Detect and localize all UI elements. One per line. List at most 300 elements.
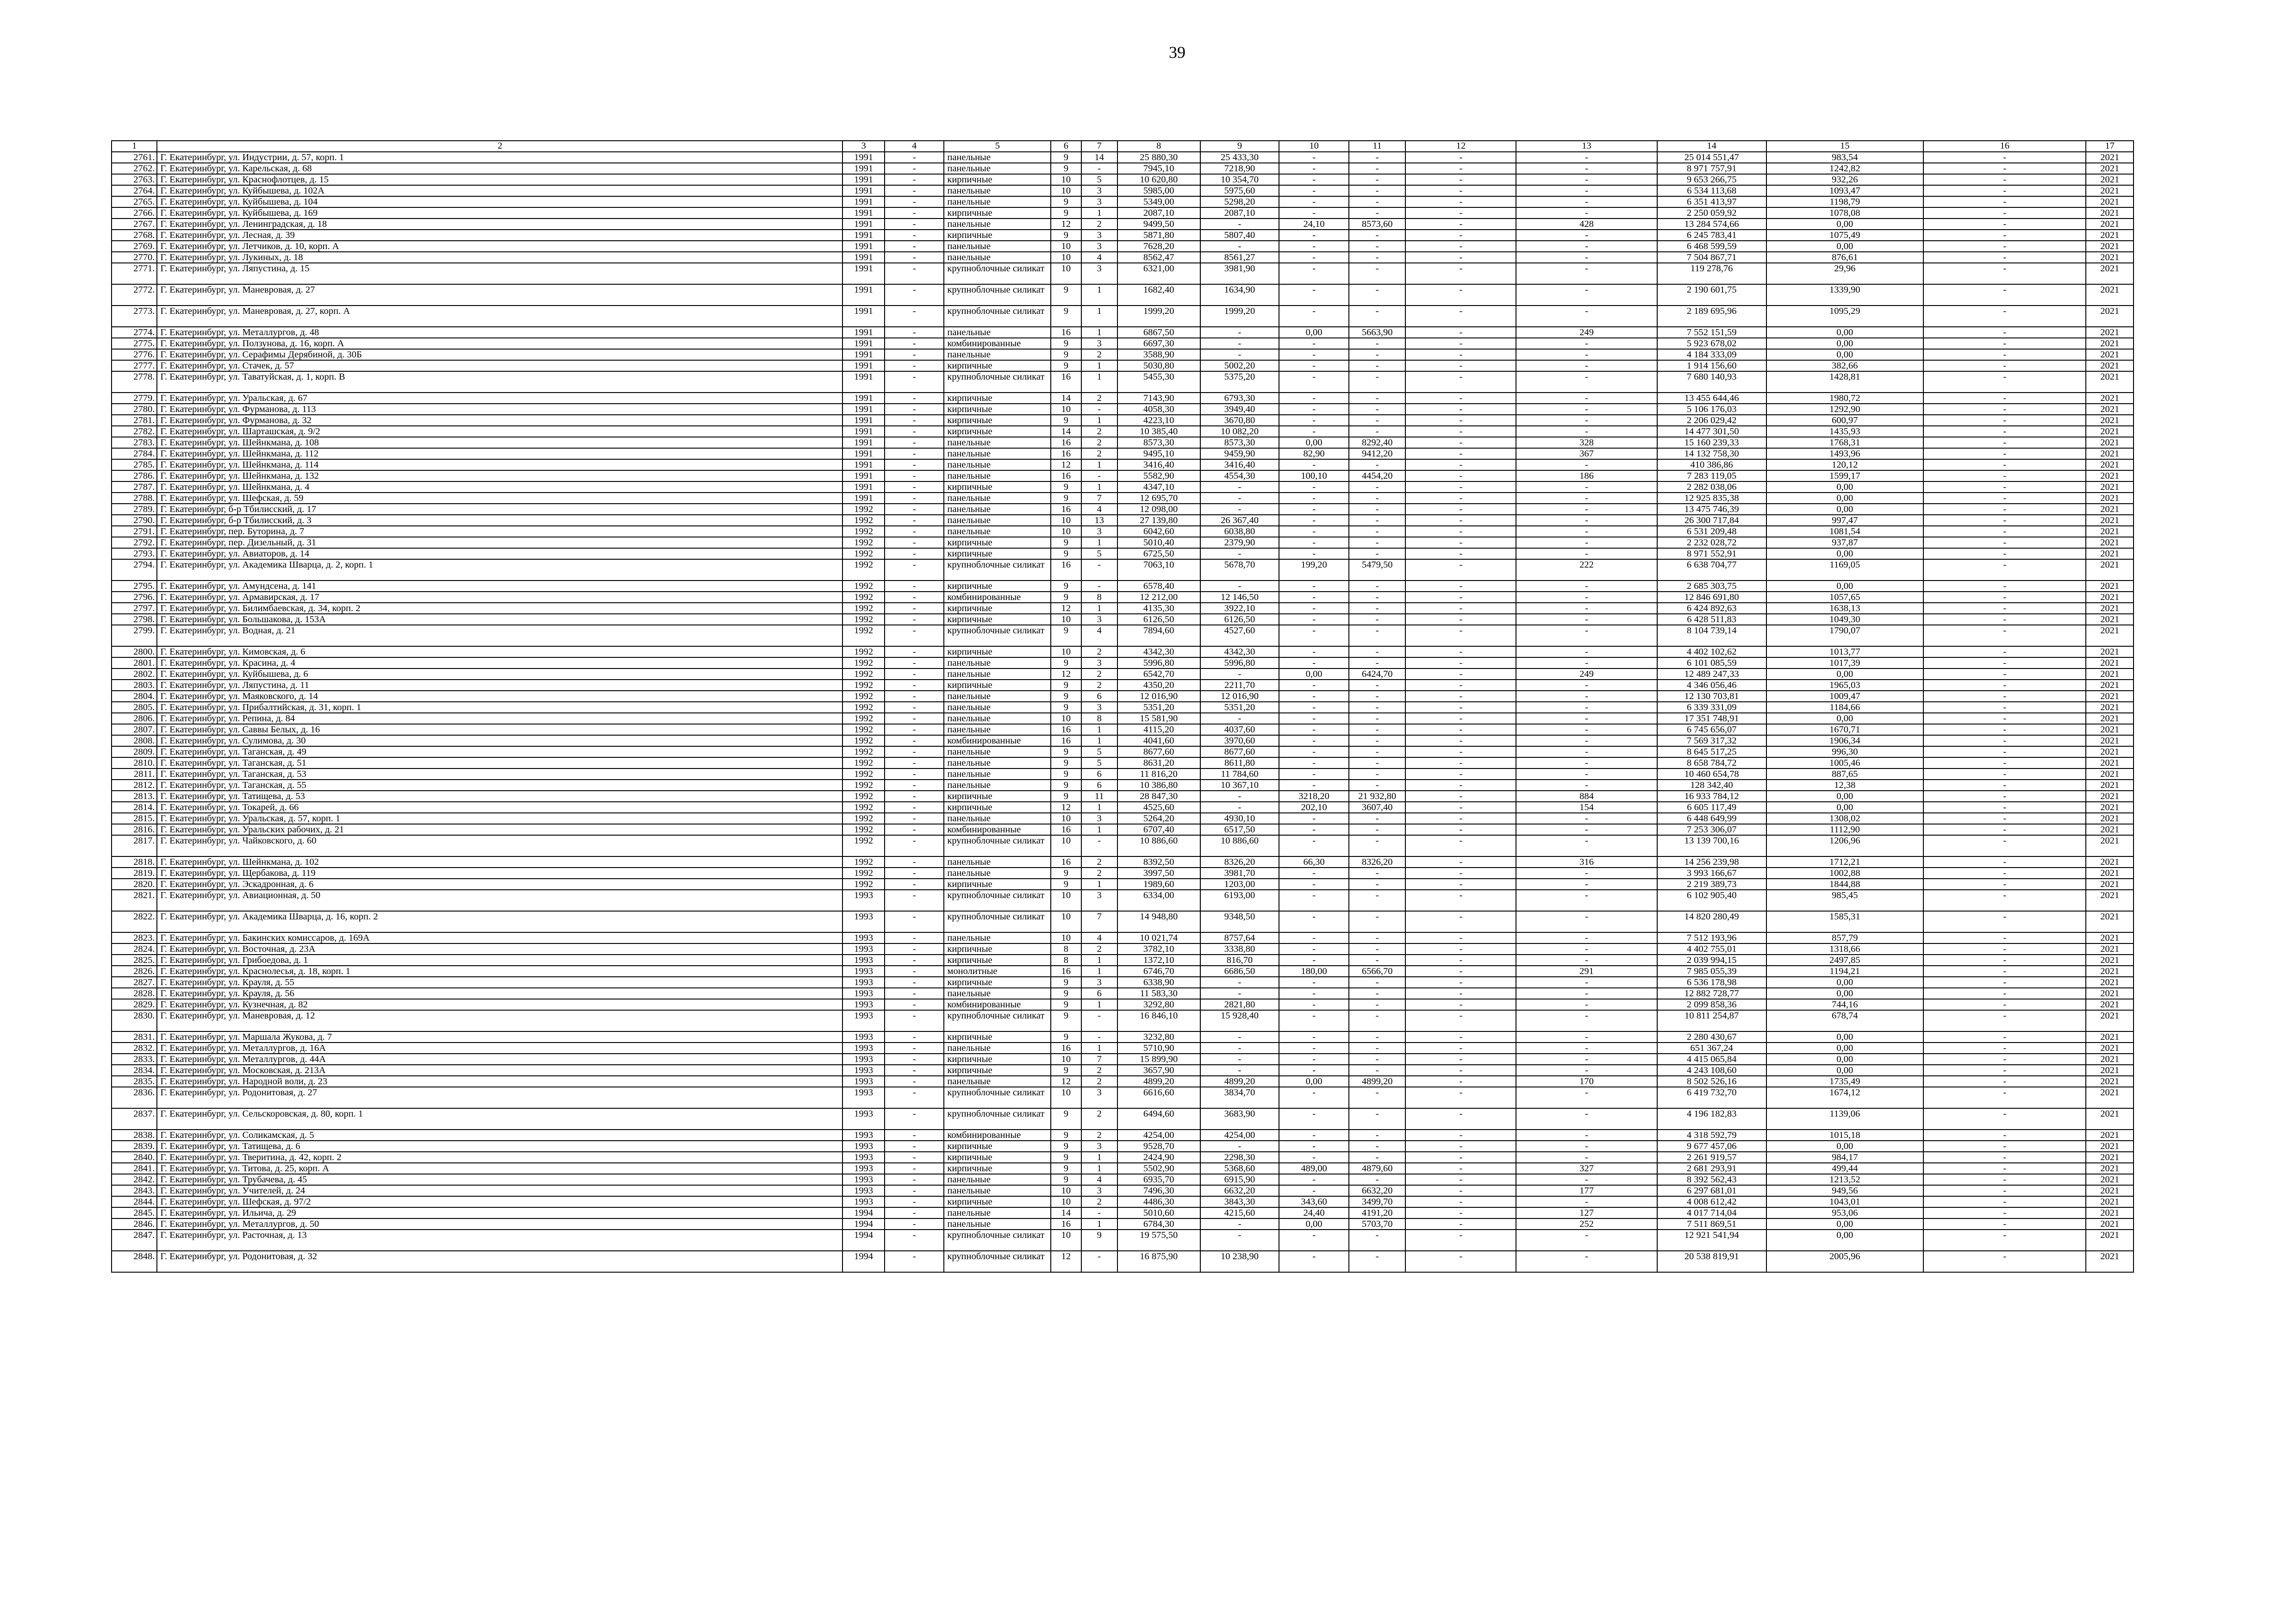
- table-cell-col-2: Г. Екатеринбург, ул. Куйбышева, д. 102А: [157, 185, 842, 196]
- table-cell-col-2: Г. Екатеринбург, ул. Таганская, д. 53: [157, 768, 842, 780]
- table-cell-col-17: 2021: [2086, 668, 2134, 680]
- table-cell-col-3: 1993: [842, 1054, 884, 1065]
- table-cell-col-15: 382,66: [1766, 360, 1923, 371]
- table-cell-col-12: -: [1405, 1108, 1516, 1130]
- table-cell-col-8: 4525,60: [1117, 802, 1200, 813]
- table-cell-col-12: -: [1405, 207, 1516, 219]
- table-cell-col-9: 10 367,10: [1200, 780, 1279, 791]
- table-row: [112, 581, 2134, 592]
- table-row: [112, 284, 2134, 306]
- table-cell-col-4: -: [885, 657, 944, 668]
- table-cell-col-10: -: [1279, 999, 1349, 1010]
- table-cell-col-5: панельные: [944, 152, 1051, 163]
- table-cell-col-13: -: [1516, 537, 1657, 548]
- table-cell-col-8: 5030,80: [1117, 360, 1200, 371]
- table-cell-col-6: 12: [1051, 1076, 1081, 1087]
- table-cell-col-6: 10: [1051, 526, 1081, 537]
- table-row: [112, 735, 2134, 746]
- table-cell-col-3: 1993: [842, 1108, 884, 1130]
- table-cell-col-15: 1043,01: [1766, 1196, 1923, 1207]
- table-cell-col-9: 1634,90: [1200, 284, 1279, 306]
- table-cell-col-2: Г. Екатеринбург, ул. Армавирская, д. 17: [157, 592, 842, 603]
- table-cell-col-11: -: [1349, 757, 1406, 768]
- table-cell-col-10: -: [1279, 426, 1349, 437]
- table-cell-col-10: -: [1279, 581, 1349, 592]
- table-cell-col-8: 5349,00: [1117, 196, 1200, 207]
- table-cell-col-5: панельные: [944, 459, 1051, 470]
- table-cell-col-9: 4899,20: [1200, 1076, 1279, 1087]
- table-cell-col-16: -: [1923, 932, 2086, 943]
- table-cell-col-6: 9: [1051, 284, 1081, 306]
- table-cell-col-17: 2021: [2086, 548, 2134, 559]
- table-cell-col-16: -: [1923, 1196, 2086, 1207]
- table-cell-col-1: 2823.: [112, 932, 157, 943]
- table-cell-col-13: -: [1516, 493, 1657, 504]
- table-cell-col-9: -: [1200, 504, 1279, 515]
- table-cell-col-10: 0,00: [1279, 668, 1349, 680]
- table-cell-col-3: 1991: [842, 470, 884, 481]
- table-cell-col-4: -: [885, 263, 944, 284]
- table-row: [112, 724, 2134, 735]
- table-cell-col-6: 9: [1051, 757, 1081, 768]
- table-cell-col-15: 1169,05: [1766, 559, 1923, 581]
- table-cell-col-5: кирпичные: [944, 360, 1051, 371]
- table-cell-col-14: 4 318 592,79: [1657, 1130, 1766, 1141]
- table-cell-col-8: 2087,10: [1117, 207, 1200, 219]
- table-cell-col-2: Г. Екатеринбург, ул. Куйбышева, д. 6: [157, 668, 842, 680]
- table-cell-col-17: 2021: [2086, 470, 2134, 481]
- table-cell-col-1: 2794.: [112, 559, 157, 581]
- table-cell-col-12: -: [1405, 415, 1516, 426]
- table-cell-col-7: -: [1081, 404, 1117, 415]
- table-cell-col-17: 2021: [2086, 426, 2134, 437]
- table-cell-col-12: -: [1405, 702, 1516, 713]
- table-cell-col-12: -: [1405, 152, 1516, 163]
- table-cell-col-5: крупноблочные силикат: [944, 1108, 1051, 1130]
- table-cell-col-7: 2: [1081, 1065, 1117, 1076]
- table-cell-col-12: -: [1405, 1152, 1516, 1163]
- table-cell-col-1: 2826.: [112, 966, 157, 977]
- table-cell-col-6: 9: [1051, 702, 1081, 713]
- table-cell-col-6: 14: [1051, 393, 1081, 404]
- table-cell-col-2: Г. Екатеринбург, ул. Эскадронная, д. 6: [157, 879, 842, 890]
- table-cell-col-7: -: [1081, 835, 1117, 856]
- table-cell-col-16: -: [1923, 768, 2086, 780]
- table-cell-col-13: 222: [1516, 559, 1657, 581]
- table-cell-col-9: 6793,30: [1200, 393, 1279, 404]
- table-cell-col-17: 2021: [2086, 241, 2134, 252]
- table-cell-col-15: 1017,39: [1766, 657, 1923, 668]
- table-cell-col-10: 82,90: [1279, 448, 1349, 459]
- table-cell-col-13: -: [1516, 932, 1657, 943]
- table-cell-col-8: 8562,47: [1117, 252, 1200, 263]
- table-cell-col-11: -: [1349, 415, 1406, 426]
- table-cell-col-2: Г. Екатеринбург, ул. Таганская, д. 55: [157, 780, 842, 791]
- table-cell-col-13: -: [1516, 1043, 1657, 1054]
- table-cell-col-6: 14: [1051, 426, 1081, 437]
- table-cell-col-14: 20 538 819,91: [1657, 1251, 1766, 1272]
- table-cell-col-8: 4486,30: [1117, 1196, 1200, 1207]
- table-cell-col-6: 9: [1051, 988, 1081, 999]
- table-cell-col-9: 1203,00: [1200, 879, 1279, 890]
- table-cell-col-4: -: [885, 1174, 944, 1185]
- table-cell-col-6: 12: [1051, 802, 1081, 813]
- table-cell-col-6: 10: [1051, 890, 1081, 911]
- table-cell-col-13: -: [1516, 625, 1657, 646]
- table-cell-col-10: -: [1279, 207, 1349, 219]
- table-cell-col-10: 24,10: [1279, 219, 1349, 230]
- table-cell-col-6: 9: [1051, 306, 1081, 327]
- table-cell-col-14: 12 882 728,77: [1657, 988, 1766, 999]
- table-cell-col-11: -: [1349, 768, 1406, 780]
- table-cell-col-3: 1992: [842, 835, 884, 856]
- table-row: [112, 988, 2134, 999]
- table-cell-col-2: Г. Екатеринбург, ул. Металлургов, д. 48: [157, 327, 842, 338]
- table-cell-col-11: -: [1349, 868, 1406, 879]
- table-cell-col-14: 8 645 517,25: [1657, 746, 1766, 757]
- table-cell-col-16: -: [1923, 537, 2086, 548]
- table-cell-col-14: 119 278,76: [1657, 263, 1766, 284]
- table-cell-col-6: 10: [1051, 185, 1081, 196]
- table-cell-col-10: -: [1279, 1174, 1349, 1185]
- table-cell-col-11: -: [1349, 174, 1406, 185]
- table-cell-col-5: кирпичные: [944, 791, 1051, 802]
- table-cell-col-11: -: [1349, 504, 1406, 515]
- table-row: [112, 526, 2134, 537]
- table-cell-col-2: Г. Екатеринбург, ул. Грибоедова, д. 1: [157, 955, 842, 966]
- table-cell-col-10: 202,10: [1279, 802, 1349, 813]
- table-cell-col-3: 1991: [842, 185, 884, 196]
- table-cell-col-17: 2021: [2086, 802, 2134, 813]
- table-cell-col-13: -: [1516, 338, 1657, 349]
- table-cell-col-4: -: [885, 1130, 944, 1141]
- table-cell-col-2: Г. Екатеринбург, ул. Титова, д. 25, корп. А: [157, 1163, 842, 1174]
- table-cell-col-8: 1989,60: [1117, 879, 1200, 890]
- table-cell-col-10: -: [1279, 680, 1349, 691]
- table-cell-col-3: 1991: [842, 174, 884, 185]
- table-cell-col-12: -: [1405, 988, 1516, 999]
- table-cell-col-5: кирпичные: [944, 174, 1051, 185]
- table-cell-col-17: 2021: [2086, 404, 2134, 415]
- table-cell-col-12: -: [1405, 1230, 1516, 1251]
- table-cell-col-9: 8677,60: [1200, 746, 1279, 757]
- table-cell-col-9: 10 886,60: [1200, 835, 1279, 856]
- table-cell-col-13: -: [1516, 1065, 1657, 1076]
- table-cell-col-5: кирпичные: [944, 646, 1051, 657]
- table-cell-col-8: 4058,30: [1117, 404, 1200, 415]
- table-cell-col-16: -: [1923, 879, 2086, 890]
- table-cell-col-14: 2 685 303,75: [1657, 581, 1766, 592]
- table-cell-col-12: -: [1405, 911, 1516, 932]
- table-cell-col-2: Г. Екатеринбург, ул. Металлургов, д. 16А: [157, 1043, 842, 1054]
- table-cell-col-4: -: [885, 735, 944, 746]
- table-cell-col-7: 3: [1081, 977, 1117, 988]
- table-cell-col-12: -: [1405, 360, 1516, 371]
- table-cell-col-13: -: [1516, 713, 1657, 724]
- table-cell-col-8: 6126,50: [1117, 614, 1200, 625]
- table-cell-col-16: -: [1923, 327, 2086, 338]
- table-cell-col-7: 4: [1081, 504, 1117, 515]
- table-cell-col-2: Г. Екатеринбург, ул. Кузнечная, д. 82: [157, 999, 842, 1010]
- table-cell-col-4: -: [885, 835, 944, 856]
- table-cell-col-13: -: [1516, 526, 1657, 537]
- table-cell-col-14: 4 184 333,09: [1657, 349, 1766, 360]
- table-cell-col-9: 11 784,60: [1200, 768, 1279, 780]
- table-cell-col-14: 6 428 511,83: [1657, 614, 1766, 625]
- table-cell-col-15: 1493,96: [1766, 448, 1923, 459]
- table-cell-col-15: 0,00: [1766, 802, 1923, 813]
- table-cell-col-2: Г. Екатеринбург, ул. Саввы Белых, д. 16: [157, 724, 842, 735]
- table-cell-col-10: -: [1279, 879, 1349, 890]
- table-cell-col-4: -: [885, 537, 944, 548]
- table-cell-col-15: 1318,66: [1766, 943, 1923, 955]
- table-cell-col-4: -: [885, 306, 944, 327]
- table-cell-col-4: -: [885, 515, 944, 526]
- table-cell-col-4: -: [885, 185, 944, 196]
- table-cell-col-6: 8: [1051, 943, 1081, 955]
- table-cell-col-11: 4191,20: [1349, 1207, 1406, 1218]
- table-cell-col-17: 2021: [2086, 284, 2134, 306]
- table-cell-col-12: -: [1405, 1054, 1516, 1065]
- table-cell-col-2: Г. Екатеринбург, ул. Сельскоровская, д. 80, корп. 1: [157, 1108, 842, 1130]
- table-cell-col-17: 2021: [2086, 835, 2134, 856]
- table-row: [112, 349, 2134, 360]
- table-cell-col-11: 8326,20: [1349, 856, 1406, 868]
- table-cell-col-3: 1993: [842, 932, 884, 943]
- table-row: [112, 393, 2134, 404]
- table-row: [112, 174, 2134, 185]
- table-cell-col-13: -: [1516, 1054, 1657, 1065]
- table-cell-col-9: -: [1200, 219, 1279, 230]
- table-cell-col-16: -: [1923, 252, 2086, 263]
- table-cell-col-10: -: [1279, 163, 1349, 174]
- table-cell-col-2: Г. Екатеринбург, ул. Водная, д. 21: [157, 625, 842, 646]
- table-cell-col-5: кирпичные: [944, 581, 1051, 592]
- table-cell-col-13: -: [1516, 163, 1657, 174]
- table-cell-col-13: -: [1516, 603, 1657, 614]
- table-cell-col-17: 2021: [2086, 152, 2134, 163]
- table-cell-col-13: -: [1516, 360, 1657, 371]
- table-cell-col-4: -: [885, 504, 944, 515]
- table-cell-col-4: -: [885, 581, 944, 592]
- table-cell-col-5: крупноблочные силикат: [944, 284, 1051, 306]
- table-cell-col-7: 1: [1081, 327, 1117, 338]
- table-row: [112, 603, 2134, 614]
- table-cell-col-13: -: [1516, 1087, 1657, 1108]
- table-cell-col-17: 2021: [2086, 219, 2134, 230]
- table-cell-col-13: -: [1516, 746, 1657, 757]
- table-cell-col-16: -: [1923, 415, 2086, 426]
- table-row: [112, 515, 2134, 526]
- table-cell-col-14: 2 232 028,72: [1657, 537, 1766, 548]
- table-cell-col-1: 2788.: [112, 493, 157, 504]
- table-cell-col-12: -: [1405, 614, 1516, 625]
- table-cell-col-15: 1112,90: [1766, 824, 1923, 835]
- table-cell-col-6: 9: [1051, 493, 1081, 504]
- table-cell-col-4: -: [885, 713, 944, 724]
- table-cell-col-1: 2810.: [112, 757, 157, 768]
- table-cell-col-11: -: [1349, 306, 1406, 327]
- table-cell-col-14: 651 367,24: [1657, 1043, 1766, 1054]
- table-row: [112, 360, 2134, 371]
- table-cell-col-13: -: [1516, 349, 1657, 360]
- table-cell-col-3: 1992: [842, 548, 884, 559]
- table-cell-col-4: -: [885, 856, 944, 868]
- table-cell-col-6: 9: [1051, 230, 1081, 241]
- table-cell-col-10: -: [1279, 868, 1349, 879]
- table-cell-col-8: 3997,50: [1117, 868, 1200, 879]
- table-cell-col-5: панельные: [944, 988, 1051, 999]
- table-cell-col-4: -: [885, 404, 944, 415]
- column-number-cell: 11: [1349, 141, 1406, 152]
- table-cell-col-2: Г. Екатеринбург, ул. Шарташская, д. 9/2: [157, 426, 842, 437]
- table-cell-col-6: 9: [1051, 207, 1081, 219]
- table-cell-col-6: 9: [1051, 657, 1081, 668]
- table-cell-col-16: -: [1923, 746, 2086, 757]
- table-cell-col-6: 9: [1051, 680, 1081, 691]
- table-cell-col-4: -: [885, 966, 944, 977]
- table-row: [112, 163, 2134, 174]
- table-cell-col-17: 2021: [2086, 481, 2134, 493]
- table-cell-col-14: 2 681 293,91: [1657, 1163, 1766, 1174]
- table-cell-col-13: -: [1516, 614, 1657, 625]
- table-cell-col-14: 13 284 574,66: [1657, 219, 1766, 230]
- table-cell-col-3: 1991: [842, 338, 884, 349]
- table-cell-col-7: 3: [1081, 196, 1117, 207]
- table-cell-col-5: кирпичные: [944, 879, 1051, 890]
- table-cell-col-5: комбинированные: [944, 338, 1051, 349]
- table-cell-col-17: 2021: [2086, 955, 2134, 966]
- table-cell-col-10: -: [1279, 691, 1349, 702]
- table-cell-col-16: -: [1923, 393, 2086, 404]
- table-cell-col-3: 1992: [842, 879, 884, 890]
- table-cell-col-6: 9: [1051, 1174, 1081, 1185]
- table-cell-col-4: -: [885, 360, 944, 371]
- table-cell-col-9: 6038,80: [1200, 526, 1279, 537]
- table-cell-col-11: -: [1349, 1130, 1406, 1141]
- table-cell-col-14: 16 933 784,12: [1657, 791, 1766, 802]
- table-cell-col-5: комбинированные: [944, 592, 1051, 603]
- table-cell-col-4: -: [885, 174, 944, 185]
- table-cell-col-2: Г. Екатеринбург, ул. Восточная, д. 23А: [157, 943, 842, 955]
- column-number-cell: 17: [2086, 141, 2134, 152]
- table-cell-col-9: 3922,10: [1200, 603, 1279, 614]
- table-cell-col-6: 9: [1051, 196, 1081, 207]
- table-cell-col-4: -: [885, 603, 944, 614]
- table-cell-col-1: 2761.: [112, 152, 157, 163]
- table-cell-col-4: -: [885, 559, 944, 581]
- table-cell-col-4: -: [885, 152, 944, 163]
- table-cell-col-9: 3981,90: [1200, 263, 1279, 284]
- table-cell-col-1: 2773.: [112, 306, 157, 327]
- table-row: [112, 932, 2134, 943]
- table-cell-col-3: 1991: [842, 207, 884, 219]
- table-cell-col-2: Г. Екатеринбург, ул. Металлургов, д. 44А: [157, 1054, 842, 1065]
- table-cell-col-12: -: [1405, 163, 1516, 174]
- table-row: [112, 757, 2134, 768]
- table-cell-col-15: 600,97: [1766, 415, 1923, 426]
- table-cell-col-6: 10: [1051, 813, 1081, 824]
- table-cell-col-7: 6: [1081, 768, 1117, 780]
- table-cell-col-15: 1585,31: [1766, 911, 1923, 932]
- table-cell-col-14: 26 300 717,84: [1657, 515, 1766, 526]
- table-cell-col-9: 10 354,70: [1200, 174, 1279, 185]
- table-cell-col-5: кирпичные: [944, 955, 1051, 966]
- table-cell-col-2: Г. Екатеринбург, ул. Кимовская, д. 6: [157, 646, 842, 657]
- table-cell-col-9: 12 146,50: [1200, 592, 1279, 603]
- table-cell-col-2: Г. Екатеринбург, ул. Таганская, д. 49: [157, 746, 842, 757]
- table-cell-col-9: 4215,60: [1200, 1207, 1279, 1218]
- table-row: [112, 768, 2134, 780]
- table-cell-col-15: 953,06: [1766, 1207, 1923, 1218]
- table-cell-col-12: -: [1405, 371, 1516, 393]
- table-cell-col-12: -: [1405, 393, 1516, 404]
- table-row: [112, 1054, 2134, 1065]
- table-cell-col-13: 367: [1516, 448, 1657, 459]
- table-cell-col-16: -: [1923, 713, 2086, 724]
- table-cell-col-14: 8 971 552,91: [1657, 548, 1766, 559]
- table-cell-col-5: панельные: [944, 252, 1051, 263]
- table-cell-col-12: -: [1405, 735, 1516, 746]
- table-cell-col-16: -: [1923, 493, 2086, 504]
- table-cell-col-12: -: [1405, 349, 1516, 360]
- table-cell-col-5: панельные: [944, 713, 1051, 724]
- table-cell-col-11: -: [1349, 1043, 1406, 1054]
- table-cell-col-9: 3683,90: [1200, 1108, 1279, 1130]
- table-cell-col-9: 4554,30: [1200, 470, 1279, 481]
- table-cell-col-7: 1: [1081, 724, 1117, 735]
- table-cell-col-14: 6 245 783,41: [1657, 230, 1766, 241]
- table-cell-col-11: 6566,70: [1349, 966, 1406, 977]
- table-cell-col-6: 9: [1051, 481, 1081, 493]
- table-cell-col-17: 2021: [2086, 713, 2134, 724]
- table-cell-col-5: кирпичные: [944, 802, 1051, 813]
- table-cell-col-8: 9499,50: [1117, 219, 1200, 230]
- table-cell-col-10: -: [1279, 1043, 1349, 1054]
- table-cell-col-12: -: [1405, 999, 1516, 1010]
- table-cell-col-16: -: [1923, 999, 2086, 1010]
- table-cell-col-10: -: [1279, 504, 1349, 515]
- table-cell-col-14: 12 130 703,81: [1657, 691, 1766, 702]
- table-cell-col-7: 3: [1081, 338, 1117, 349]
- table-cell-col-15: 0,00: [1766, 327, 1923, 338]
- table-cell-col-5: комбинированные: [944, 824, 1051, 835]
- table-cell-col-15: 1844,88: [1766, 879, 1923, 890]
- table-cell-col-14: 4 415 065,84: [1657, 1054, 1766, 1065]
- table-cell-col-13: -: [1516, 1196, 1657, 1207]
- table-cell-col-15: 1435,93: [1766, 426, 1923, 437]
- table-cell-col-13: -: [1516, 835, 1657, 856]
- table-cell-col-17: 2021: [2086, 1196, 2134, 1207]
- table-cell-col-6: 10: [1051, 515, 1081, 526]
- table-cell-col-9: 12 016,90: [1200, 691, 1279, 702]
- table-row: [112, 1010, 2134, 1031]
- table-cell-col-6: 16: [1051, 437, 1081, 448]
- table-cell-col-9: -: [1200, 493, 1279, 504]
- table-row: [112, 911, 2134, 932]
- table-row: [112, 802, 2134, 813]
- table-cell-col-8: 4223,10: [1117, 415, 1200, 426]
- table-cell-col-16: -: [1923, 448, 2086, 459]
- table-cell-col-2: Г. Екатеринбург, ул. Шейнкмана, д. 108: [157, 437, 842, 448]
- table-row: [112, 1230, 2134, 1251]
- table-cell-col-7: 1: [1081, 537, 1117, 548]
- table-cell-col-17: 2021: [2086, 338, 2134, 349]
- table-cell-col-12: -: [1405, 691, 1516, 702]
- table-cell-col-9: -: [1200, 713, 1279, 724]
- table-cell-col-4: -: [885, 955, 944, 966]
- table-cell-col-5: панельные: [944, 241, 1051, 252]
